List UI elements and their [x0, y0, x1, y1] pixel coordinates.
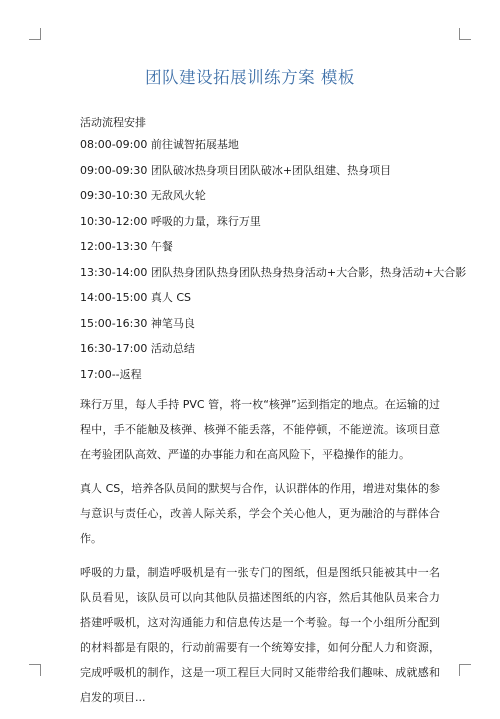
- schedule-item: 08:00-09:00 前往诚智拓展基地: [80, 138, 239, 151]
- schedule-item: 14:00-15:00 真人 CS: [80, 291, 192, 304]
- crop-mark-bottom-right: [459, 664, 471, 676]
- paragraph-zhuxing-wanli: 珠行万里，每人手持 PVC 管，将一枚“核弹”运到指定的地点。在运输的过程中，手不能触及核弹、核弹不能丢落，不能停顿，不能逆流。该项目意在考验团队高效、严谨的办事能力和在高风险下，平稳操作的能力。: [80, 398, 440, 461]
- crop-mark-top-left: [29, 28, 41, 40]
- schedule-item: 15:00-16:30 神笔马良: [80, 316, 195, 330]
- schedule-item: 17:00--返程: [80, 367, 142, 381]
- paragraph-huxi-liliang: 呼吸的力量，制造呼吸机是有一张专门的图纸，但是图纸只能被其中一名队员看见，该队员可以向其他队员描述图纸的内容，然后其他队员来合力搭建呼吸机，这对沟通能力和信息传达是一个考验。每一个小组所分配到的材料都是有限的，行动前需要有一个统筹安排，如何分配人力和资源，完成呼吸机的制作，这是一项工程巨大同时又能带给我们趣味、成就感和启发的项目...: [80, 566, 440, 704]
- schedule-item: 13:30-14:00 团队热身团队热身团队热身热身活动+大合影，热身活动+大合影: [80, 265, 467, 279]
- document-body: [80, 115, 467, 719]
- schedule-heading: 活动流程安排: [80, 116, 146, 129]
- schedule-item: 16:30-17:00 活动总结: [80, 342, 195, 355]
- schedule-item: 09:00-09:30 团队破冰热身项目团队破冰+团队组建、热身项目: [80, 163, 392, 177]
- crop-mark-top-right: [459, 28, 471, 40]
- document-title: 团队建设拓展训练方案 模板: [145, 68, 355, 87]
- schedule-item: 09:30-10:30 无敌风火轮: [80, 189, 206, 202]
- schedule-item: 12:00-13:30 午餐: [80, 240, 173, 253]
- schedule-list: [80, 137, 467, 392]
- paragraph-zhenren-cs: 真人 CS，培养各队员间的默契与合作，认识群体的作用，增进对集体的参与意识与责任心，改善人际关系，学会个关心他人，更为融洽的与群体合作。: [80, 482, 440, 545]
- schedule-item: 10:30-12:00 呼吸的力量，珠行万里: [80, 214, 261, 228]
- crop-mark-bottom-left: [29, 664, 41, 676]
